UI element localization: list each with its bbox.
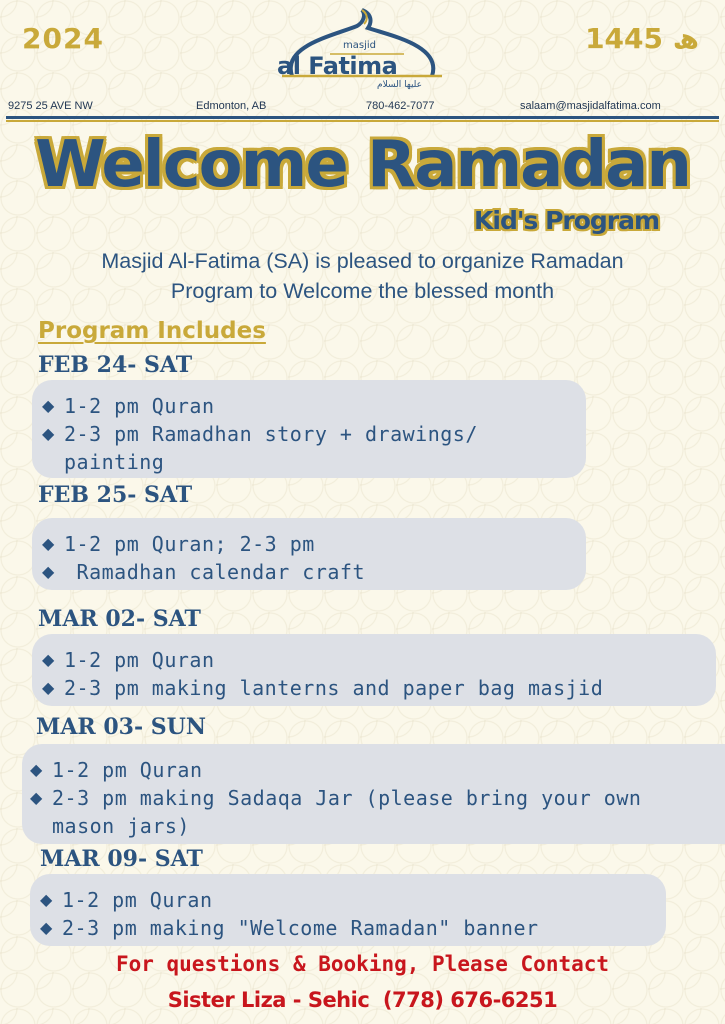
address: 9275 25 AVE NW xyxy=(8,100,93,112)
day-2-card xyxy=(32,518,586,590)
day-3-card xyxy=(32,634,716,706)
list-item xyxy=(42,646,702,674)
day-4-title: MAR 03- SUN xyxy=(36,714,206,740)
intro-line-1: Masjid Al-Fatima (SA) is pleased to organize Ramadan xyxy=(101,249,624,273)
item-text: 2-3 pm making lanterns and paper bag masjid xyxy=(64,676,604,700)
item-text: Ramadhan calendar craft xyxy=(64,560,365,584)
logo-masjid-text: masjid xyxy=(343,40,376,51)
gregorian-year: 2024 xyxy=(22,22,104,55)
logo-arabic-text: عليها السلام xyxy=(377,80,423,90)
diamond-bullet-icon: ◆ xyxy=(30,788,43,807)
contact-bar xyxy=(0,100,725,114)
contact-prompt: For questions & Booking, Please Contact xyxy=(115,952,610,976)
page-subtitle: Kid's Program xyxy=(474,206,660,235)
intro-line-2: Program to Welcome the blessed month xyxy=(170,279,555,303)
item-text: 1-2 pm Quran xyxy=(52,758,203,782)
diamond-bullet-icon: ◆ xyxy=(42,396,55,415)
day-4-card xyxy=(22,744,725,844)
hijri-year: ھ 1445 xyxy=(585,22,699,55)
item-text: 2-3 pm making Sadaqa Jar (please bring your own mason jars) xyxy=(52,786,642,838)
day-3-title: MAR 02- SAT xyxy=(38,606,201,632)
diamond-bullet-icon: ◆ xyxy=(40,918,53,937)
city: Edmonton, AB xyxy=(196,100,267,112)
logo-name-text: al Fatima xyxy=(277,52,398,80)
diamond-bullet-icon: ◆ xyxy=(42,534,55,553)
day-5-card xyxy=(30,874,666,946)
list-item xyxy=(42,558,572,586)
diamond-bullet-icon: ◆ xyxy=(30,760,43,779)
intro-text xyxy=(0,246,725,306)
header-divider-navy xyxy=(6,116,719,119)
diamond-bullet-icon: ◆ xyxy=(40,890,53,909)
day-1-title: FEB 24- SAT xyxy=(38,352,193,378)
list-item xyxy=(30,756,711,784)
item-text: 1-2 pm Quran xyxy=(64,394,215,418)
phone-number: 780-462-7077 xyxy=(366,100,435,112)
diamond-bullet-icon: ◆ xyxy=(42,562,55,581)
header-divider-gold xyxy=(6,120,719,122)
item-text: 1-2 pm Quran xyxy=(62,888,213,912)
list-item xyxy=(42,530,572,558)
contact-person-phone: Sister Liza - Sehic (778) 676-6251 xyxy=(167,988,558,1012)
email-address: salaam@masjidalfatima.com xyxy=(520,100,661,112)
list-item xyxy=(40,914,652,942)
item-text: 1-2 pm Quran xyxy=(64,648,215,672)
item-text: 2-3 pm Ramadhan story + drawings/ painting xyxy=(64,422,478,474)
diamond-bullet-icon: ◆ xyxy=(42,650,55,669)
page-title: Welcome Ramadan xyxy=(35,128,690,202)
list-item xyxy=(42,674,702,702)
item-text: 1-2 pm Quran; 2-3 pm xyxy=(64,532,315,556)
day-2-title: FEB 25- SAT xyxy=(38,482,193,508)
program-includes-heading: Program Includes xyxy=(38,318,266,344)
diamond-bullet-icon: ◆ xyxy=(42,678,55,697)
day-1-card xyxy=(32,380,586,478)
list-item xyxy=(30,784,711,840)
list-item xyxy=(42,420,572,476)
diamond-bullet-icon: ◆ xyxy=(42,424,55,443)
list-item xyxy=(42,392,572,420)
list-item xyxy=(40,886,652,914)
item-text: 2-3 pm making "Welcome Ramadan" banner xyxy=(62,916,539,940)
day-5-title: MAR 09- SAT xyxy=(40,846,203,872)
